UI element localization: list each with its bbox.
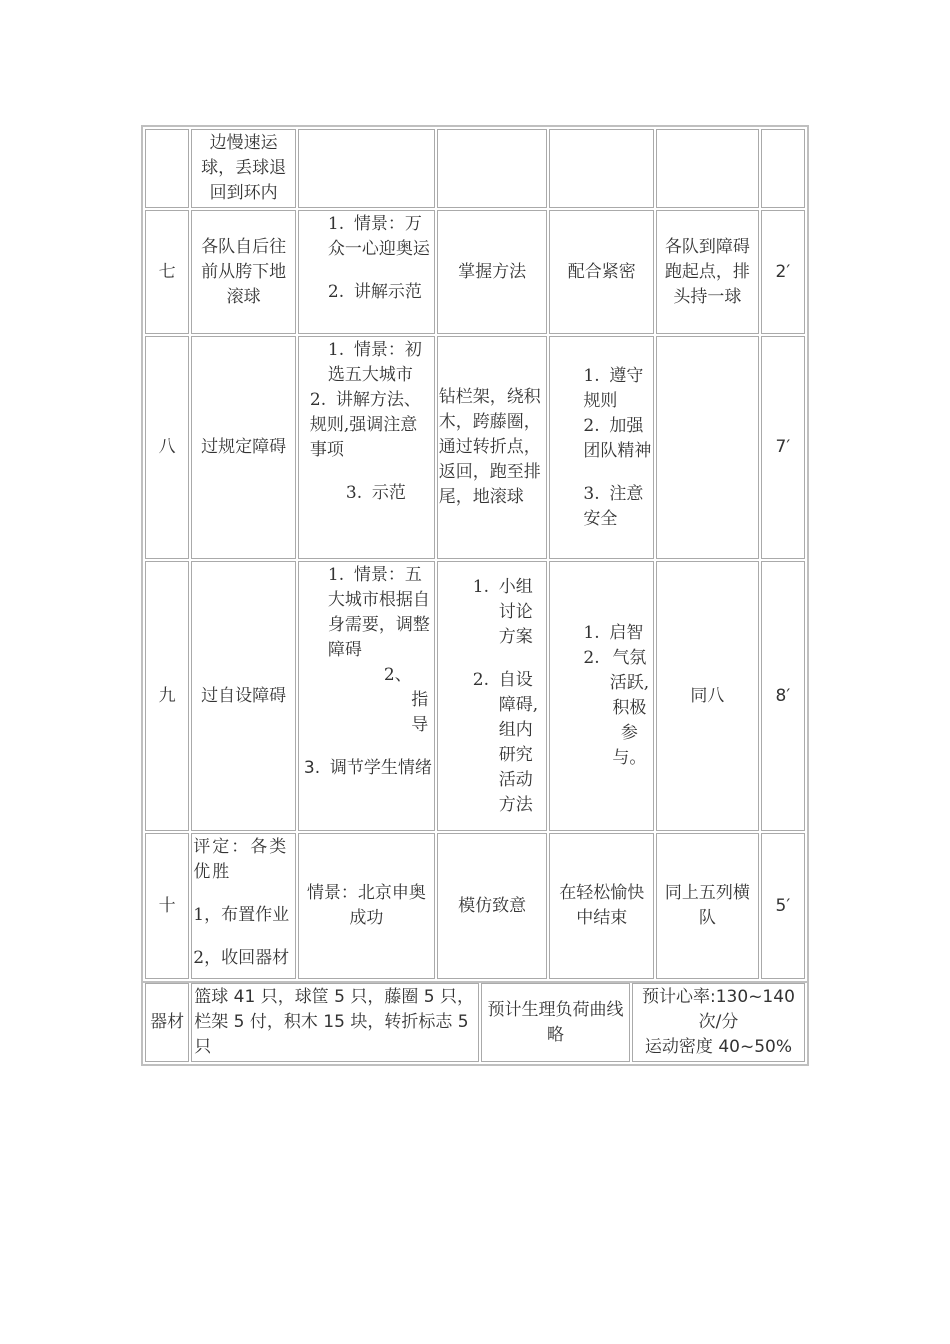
requirement-list — [551, 364, 652, 532]
list-item: 1. 小组讨论方案 — [472, 576, 533, 647]
lesson-plan-table — [141, 125, 809, 983]
guide-cell — [298, 210, 435, 334]
organization-cell: 各队到障碍跑起点，排头持一球 — [656, 210, 759, 334]
organization-cell: 同八 — [656, 561, 759, 831]
content-cell — [191, 833, 296, 979]
content-line: 1，布置作业 — [193, 905, 290, 925]
row-number: 十 — [145, 833, 189, 979]
guide-list — [300, 212, 433, 305]
requirement-cell — [549, 129, 654, 208]
table-row — [145, 561, 805, 831]
list-item: 2. 加强团队精神 — [583, 415, 652, 461]
table-row — [145, 210, 805, 334]
time-cell — [761, 129, 805, 208]
guide-list — [300, 563, 433, 781]
organization-cell: 同上五列横队 — [656, 833, 759, 979]
list-item: 1. 情景：五大城市根据自身需要，调整障碍 — [327, 565, 430, 660]
guide-list — [300, 338, 433, 506]
list-item: 2. 讲解示范 — [327, 282, 422, 302]
row-number — [145, 129, 189, 208]
list-item: 1. 情景：万众一心迎奥运 — [327, 214, 430, 259]
lesson-plan-page — [141, 125, 809, 1066]
requirement-cell — [549, 336, 654, 559]
list-item: 3. 注意安全 — [583, 483, 644, 529]
method-list — [439, 575, 546, 818]
requirement-cell: 配合紧密 — [549, 210, 654, 334]
table-row — [145, 983, 805, 1062]
table-row — [145, 336, 805, 559]
content-cell: 过自设障碍 — [191, 561, 296, 831]
method-cell: 模仿致意 — [437, 833, 548, 979]
list-item: 2、 — [383, 665, 412, 685]
method-cell — [437, 129, 548, 208]
equipment-table — [141, 981, 809, 1066]
list-item: 2. 自设障碍,组内研究活动方法 — [472, 669, 539, 815]
content-cell: 边慢速运球，丢球退回到环内 — [191, 129, 296, 208]
row-number: 七 — [145, 210, 189, 334]
organization-cell — [656, 336, 759, 559]
equipment-list: 篮球 41 只，球筐 5 只，藤圈 5 只，栏架 5 付，积木 15 块，转折标志 5 只 — [191, 983, 479, 1062]
list-item: 1. 情景：初选五大城市 — [327, 340, 422, 385]
content-line: 2，收回器材 — [193, 948, 290, 968]
time-cell: 8′ — [761, 561, 805, 831]
exercise-density-text: 运动密度 40~50% — [644, 1037, 792, 1057]
requirement-cell: 在轻松愉快中结束 — [549, 833, 654, 979]
list-item: 2. 气氛活跃,积极参与。 — [583, 648, 650, 768]
method-cell: 钻栏架，绕积木，跨藤圈，通过转折点，返回，跑至排尾，地滚球 — [437, 336, 548, 559]
list-item: 1. 遵守规则 — [583, 365, 644, 411]
guide-cell — [298, 561, 435, 831]
content-cell: 过规定障碍 — [191, 336, 296, 559]
requirement-list — [551, 621, 652, 771]
guide-cell — [298, 129, 435, 208]
table-row — [145, 833, 805, 979]
row-number: 八 — [145, 336, 189, 559]
time-cell: 5′ — [761, 833, 805, 979]
list-item: 2. 讲解方法、规则,强调注意事项 — [309, 390, 421, 460]
list-item: 3. 示范 — [345, 483, 406, 503]
requirement-cell — [549, 561, 654, 831]
content-line: 评定：各类优胜 — [193, 837, 289, 882]
list-item: 3. 调节学生情绪 — [303, 758, 432, 778]
table-row — [145, 129, 805, 208]
load-curve-cell — [481, 983, 630, 1062]
heart-rate-cell — [632, 983, 805, 1062]
method-cell — [437, 561, 548, 831]
equipment-label: 器材 — [145, 983, 189, 1062]
row-number: 九 — [145, 561, 189, 831]
load-curve-value: 略 — [546, 1024, 564, 1045]
time-cell: 7′ — [761, 336, 805, 559]
method-cell: 掌握方法 — [437, 210, 548, 334]
load-curve-label: 预计生理负荷曲线 — [487, 999, 624, 1020]
list-item: 1. 启智 — [583, 623, 644, 643]
organization-cell — [656, 129, 759, 208]
list-item: 指导 — [411, 690, 429, 735]
guide-cell: 情景：北京申奥成功 — [298, 833, 435, 979]
guide-cell — [298, 336, 435, 559]
heart-rate-text: 预计心率:130~140次/分 — [642, 987, 795, 1032]
content-cell: 各队自后往前从胯下地滚球 — [191, 210, 296, 334]
time-cell: 2′ — [761, 210, 805, 334]
